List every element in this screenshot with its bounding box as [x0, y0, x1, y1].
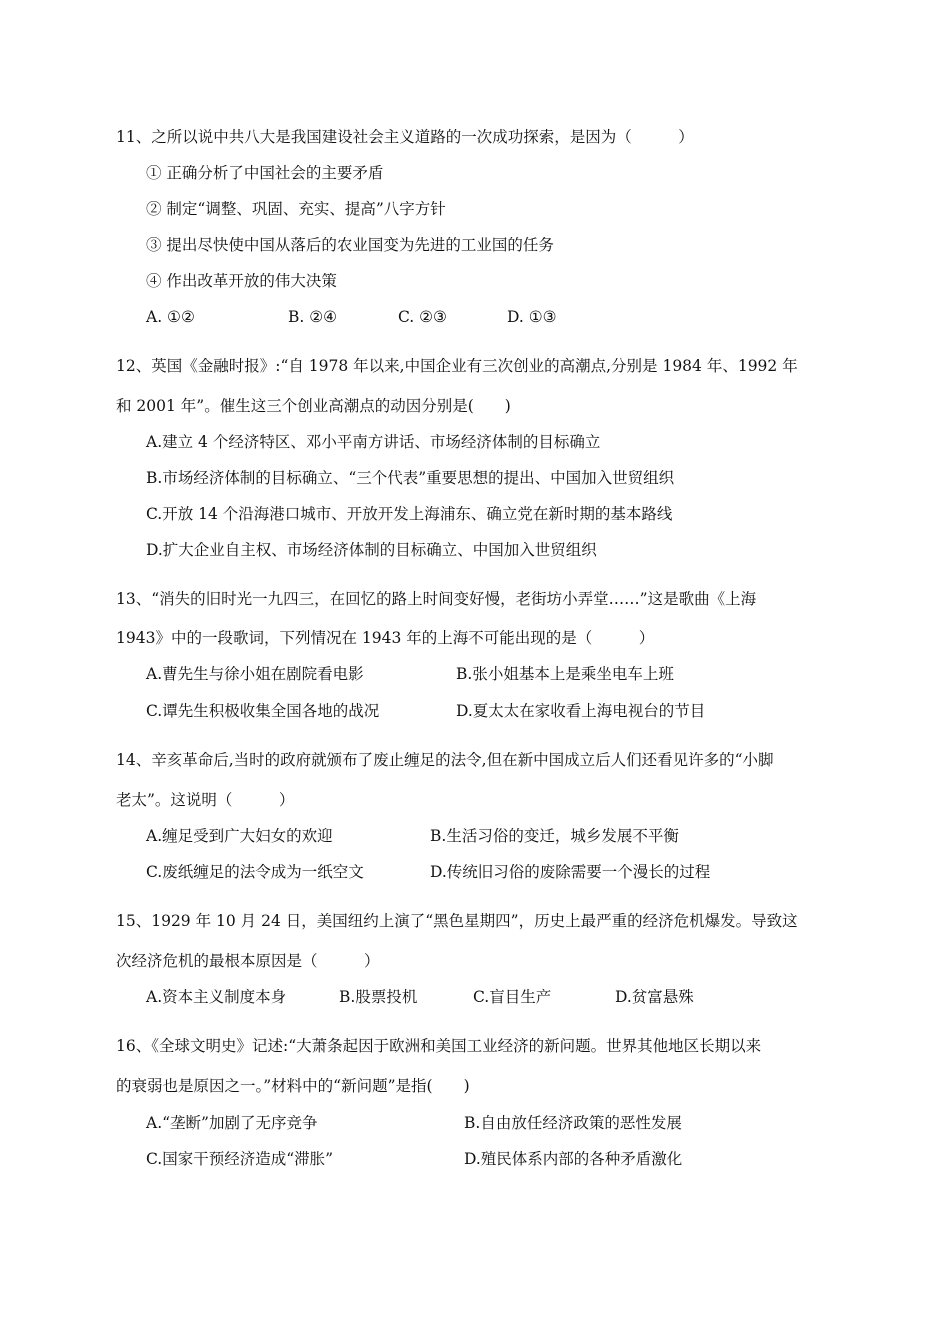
option-b: B. ②④: [288, 308, 338, 326]
option-d: D. ①③: [507, 308, 557, 326]
option-b: B.张小姐基本上是乘坐电车上班: [456, 665, 674, 683]
question-stem: 13、“消失的旧时光一九四三，在回忆的路上时间变好慢，老街坊小弄堂……”这是歌曲《上海: [116, 590, 757, 608]
option-c: C.盲目生产: [473, 988, 552, 1006]
option-d: D.扩大企业自主权、市场经济体制的目标确立、中国加入世贸组织: [146, 541, 597, 559]
option-d: D.夏太太在家收看上海电视台的节目: [456, 702, 706, 720]
question-stem: 次经济危机的最根本原因是（ ）: [116, 952, 380, 970]
option-d: D.传统旧习俗的废除需要一个漫长的过程: [430, 863, 711, 881]
option-a: A.“垄断”加剧了无序竞争: [146, 1114, 318, 1132]
option-a: A.资本主义制度本身: [146, 988, 287, 1006]
question-stem: 12、英国《金融时报》:“自 1978 年以来,中国企业有三次创业的高潮点,分别是 1984 年、1992 年: [116, 357, 798, 375]
option-b: B.生活习俗的变迁，城乡发展不平衡: [430, 827, 679, 845]
option-d: D.殖民体系内部的各种矛盾激化: [464, 1150, 683, 1168]
option-a: A.缠足受到广大妇女的欢迎: [146, 827, 333, 845]
question-stem: 的衰弱也是原因之一。”材料中的“新问题”是指( ): [116, 1077, 470, 1095]
question-stem: 1943》中的一段歌词，下列情况在 1943 年的上海不可能出现的是（ ）: [116, 629, 655, 647]
statement-item: ③ 提出尽快使中国从落后的农业国变为先进的工业国的任务: [146, 236, 554, 254]
question-stem: 16、《全球文明史》记述:“大萧条起因于欧洲和美国工业经济的新问题。世界其他地区长期以来: [116, 1037, 762, 1055]
option-c: C.谭先生积极收集全国各地的战况: [146, 702, 380, 720]
option-a: A.曹先生与徐小姐在剧院看电影: [146, 665, 364, 683]
option-b: B.自由放任经济政策的恶性发展: [464, 1114, 682, 1132]
option-c: C.国家干预经济造成“滞胀”: [146, 1150, 334, 1168]
question-stem: 和 2001 年”。催生这三个创业高潮点的动因分别是( ): [116, 397, 511, 415]
question-stem: 14、辛亥革命后,当时的政府就颁布了废止缠足的法令,但在新中国成立后人们还看见许多的“小脚: [116, 751, 774, 769]
option-d: D.贫富悬殊: [615, 988, 694, 1006]
option-c: C. ②③: [398, 308, 447, 326]
question-stem: 15、1929 年 10 月 24 日，美国纽约上演了“黑色星期四”，历史上最严重的经济危机爆发。导致这: [116, 912, 798, 930]
option-a: A.建立 4 个经济特区、邓小平南方讲话、市场经济体制的目标确立: [146, 433, 601, 451]
statement-item: ① 正确分析了中国社会的主要矛盾: [146, 164, 384, 182]
option-b: B.股票投机: [339, 988, 418, 1006]
question-stem: 11、之所以说中共八大是我国建设社会主义道路的一次成功探索，是因为（ ）: [116, 128, 694, 146]
option-a: A. ①②: [146, 308, 195, 326]
option-b: B.市场经济体制的目标确立、“三个代表”重要思想的提出、中国加入世贸组织: [146, 469, 675, 487]
option-c: C.废纸缠足的法令成为一纸空文: [146, 863, 364, 881]
question-stem: 老太”。这说明（ ）: [116, 791, 295, 809]
statement-item: ④ 作出改革开放的伟大决策: [146, 272, 337, 290]
option-c: C.开放 14 个沿海港口城市、开放开发上海浦东、确立党在新时期的基本路线: [146, 505, 673, 523]
statement-item: ② 制定“调整、巩固、充实、提高”八字方针: [146, 200, 446, 218]
